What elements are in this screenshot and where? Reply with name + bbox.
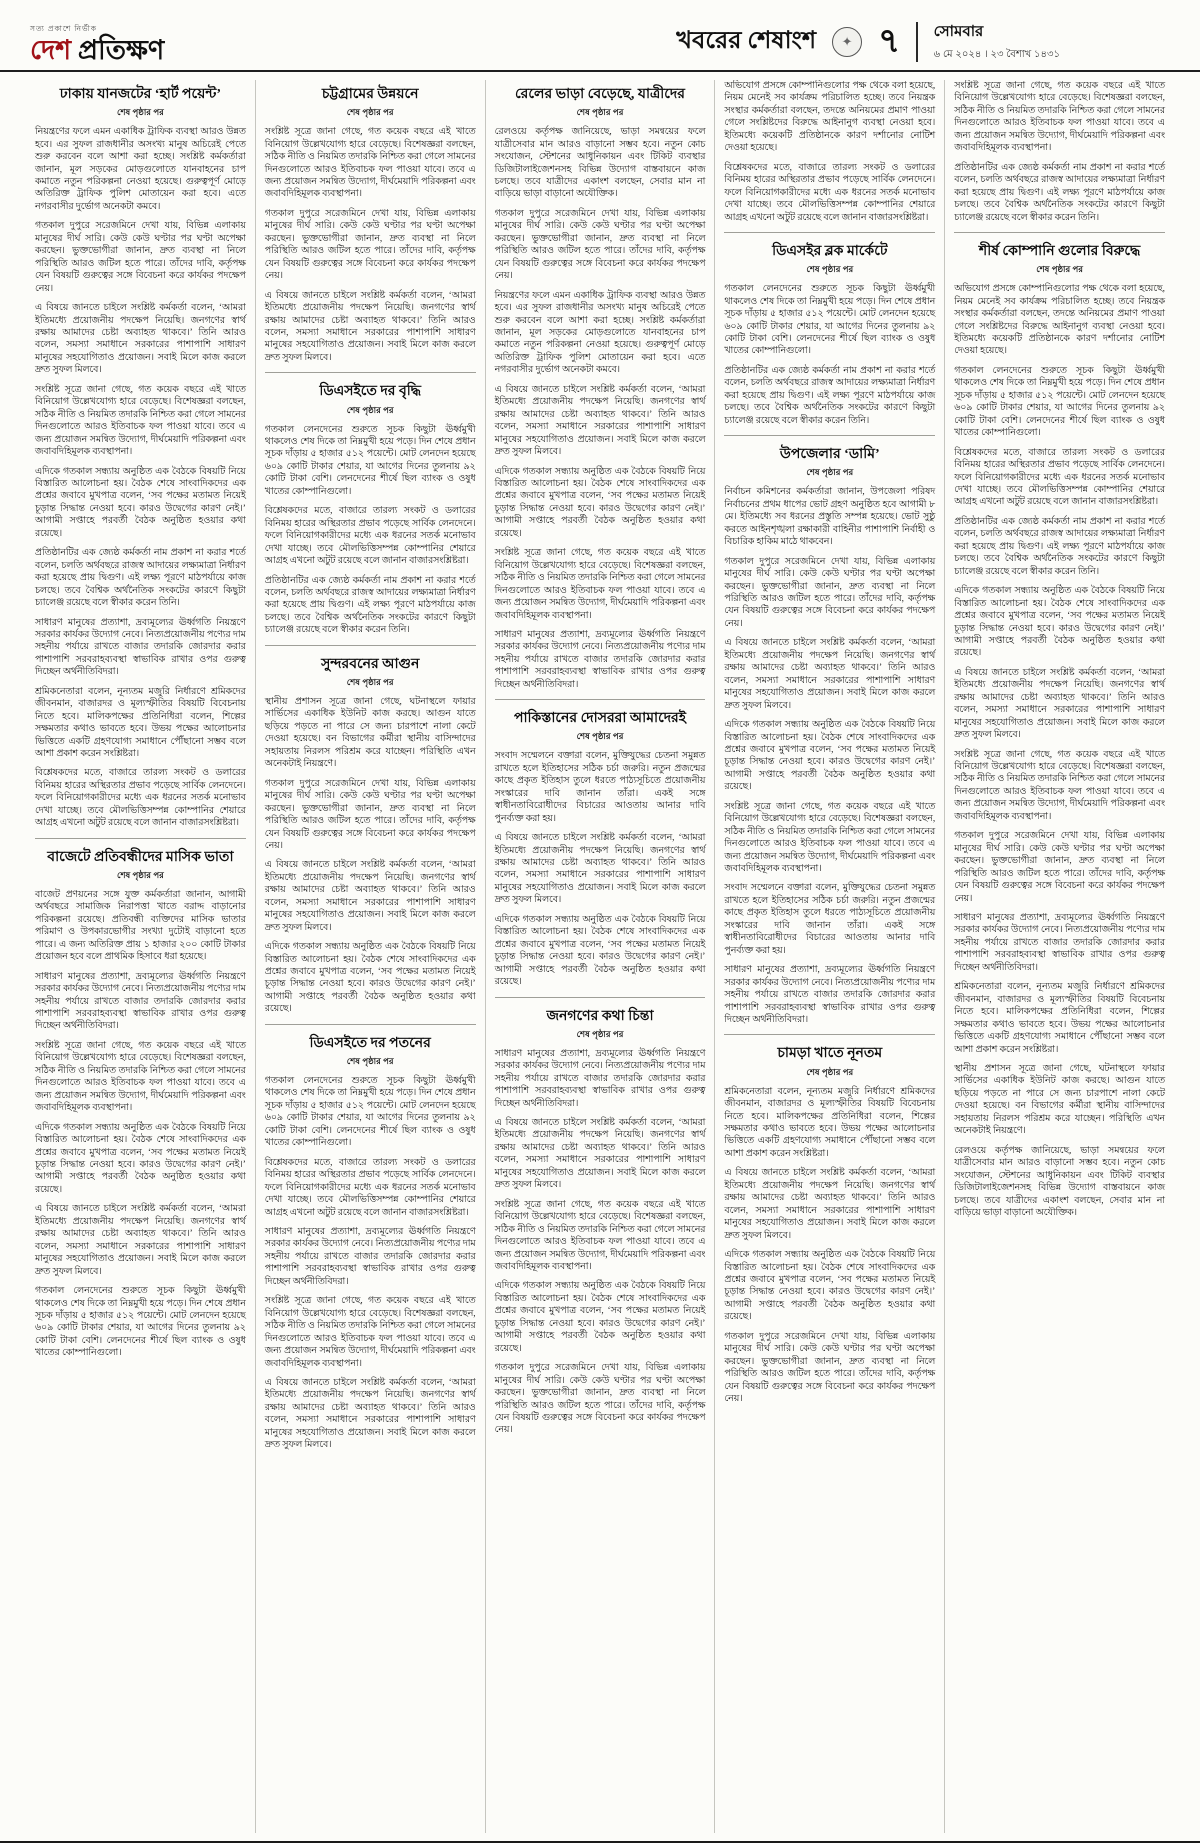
article-paragraph: এ বিষয়ে জানতে চাইলে সংশ্লিষ্ট কর্মকর্তা বলেন, ‘আমরা ইতিমধ্যে প্রয়োজনীয় পদক্ষেপ নিয়েছি। জনগণের স্বার্থ রক্ষায় আমাদের চেষ্টা অব্যাহত থাকবে।’ তিনি আরও বলেন, সমস্যা সমাধানে সরকারের পাশাপাশি সাধারণ মানুষের সহযোগিতাও প্রয়োজন। সবাই মিলে কাজ করলে দ্রুত সুফল মিলবে।	[264, 290, 476, 363]
article-paragraph: সাধারণ মানুষের প্রত্যাশা, দ্রব্যমূল্যের ঊর্ধ্বগতি নিয়ন্ত্রণে সরকার কার্যকর উদ্যোগ নেবে। নিত্যপ্রয়োজনীয় পণ্যের দাম সহনীয় পর্যায়ে রাখতে বাজার তদারকি জোরদার করার পাশাপাশি সরবরাহব্যবস্থা স্বাভাবিক রাখার ওপর গুরুত্ব দিচ্ছেন অর্থনীতিবিদরা।	[954, 913, 1165, 973]
article-headline: পাকিস্তানের দোসররা আমাদেরই	[513, 711, 687, 727]
article	[35, 86, 246, 830]
article-paragraph: এদিকে গতকাল সন্ধ্যায় অনুষ্ঠিত এক বৈঠকে বিষয়টি নিয়ে বিস্তারিত আলোচনা হয়। বৈঠক শেষে সাংবাদিকদের এক প্রশ্নের জবাবে মুখপাত্র বলেন, ‘সব পক্ষের মতামত নিয়েই চূড়ান্ত সিদ্ধান্ত নেওয়া হবে। কারও উদ্বেগের কারণ নেই।’ আগামী সপ্তাহে পরবর্তী বৈঠক অনুষ্ঠিত হওয়ার কথা রয়েছে।	[724, 1250, 936, 1323]
article	[954, 80, 1165, 224]
article	[265, 372, 476, 636]
header-right-group	[676, 20, 1170, 64]
continued-from-label: শেষ পৃষ্ঠার পর	[346, 404, 394, 415]
article-paragraph: এদিকে গতকাল সন্ধ্যায় অনুষ্ঠিত এক বৈঠকে বিষয়টি নিয়ে বিস্তারিত আলোচনা হয়। বৈঠক শেষে সাংবাদিকদের এক প্রশ্নের জবাবে মুখপাত্র বলেন, ‘সব পক্ষের মতামত নিয়েই চূড়ান্ত সিদ্ধান্ত নেওয়া হবে। কারও উদ্বেগের কারণ নেই।’ আগামী সপ্তাহে পরবর্তী বৈঠক অনুষ্ঠিত হওয়ার কথা রয়েছে।	[35, 1122, 246, 1195]
article	[495, 997, 706, 1437]
article-paragraph: প্রতিষ্ঠানটির এক জ্যেষ্ঠ কর্মকর্তা নাম প্রকাশ না করার শর্তে বলেন, চলতি অর্থবছরে রাজস্ব আদায়ের লক্ষ্যমাত্রা নির্ধারণ করা হয়েছে প্রায় দ্বিগুণ। এই লক্ষ্য পূরণে মাঠপর্যায়ে কাজ চলছে। তবে বৈশ্বিক অর্থনৈতিক সংকটের কারণে কিছুটা চ্যালেঞ্জ রয়েছে বলে স্বীকার করেন তিনি।	[724, 365, 936, 426]
article-paragraph: সংশ্লিষ্ট সূত্রে জানা গেছে, গত কয়েক বছরে এই খাতে বিনিয়োগ উল্লেখযোগ্য হারে বেড়েছে। বিশেষজ্ঞরা বলছেন, সঠিক নীতি ও নিয়মিত তদারকি নিশ্চিত করা গেলে সামনের দিনগুলোতে আরও ইতিবাচক ফল পাওয়া যাবে। তবে এ জন্য প্রয়োজন সমন্বিত উদ্যোগ, দীর্ঘমেয়াদি পরিকল্পনা এবং জবাবদিহিমূলক ব্যবস্থাপনা।	[264, 1296, 476, 1369]
continued-from-label: শেষ পৃষ্ঠার পর	[346, 1056, 394, 1067]
article-paragraph: প্রতিষ্ঠানটির এক জ্যেষ্ঠ কর্মকর্তা নাম প্রকাশ না করার শর্তে বলেন, চলতি অর্থবছরে রাজস্ব আদায়ের লক্ষ্যমাত্রা নির্ধারণ করা হয়েছে প্রায় দ্বিগুণ। এই লক্ষ্য পূরণে মাঠপর্যায়ে কাজ চলছে। তবে বৈশ্বিক অর্থনৈতিক সংকটের কারণে কিছুটা চ্যালেঞ্জ রয়েছে বলে স্বীকার করেন তিনি।	[954, 516, 1165, 577]
article-paragraph: সাধারণ মানুষের প্রত্যাশা, দ্রব্যমূল্যের ঊর্ধ্বগতি নিয়ন্ত্রণে সরকার কার্যকর উদ্যোগ নেবে। নিত্যপ্রয়োজনীয় পণ্যের দাম সহনীয় পর্যায়ে রাখতে বাজার তদারকি জোরদার করার পাশাপাশি সরবরাহব্যবস্থা স্বাভাবিক রাখার ওপর গুরুত্ব দিচ্ছেন অর্থনীতিবিদরা।	[264, 1227, 476, 1287]
article-paragraph: নিয়ন্ত্রণের ফলে এমন একাধিক ট্রাফিক ব্যবস্থা আরও উন্নত হবে। এর সুফল রাজধানীর অসংখ্য মানুষ অচিরেই পেতে শুরু করবেন বলে আশা করা হচ্ছে। সংশ্লিষ্ট কর্মকর্তারা জানান, মূল সড়কের মোড়গুলোতে যানবাহনের চাপ কমাতে নতুন পরিকল্পনা নেওয়া হয়েছে। গুরুত্বপূর্ণ মোড়ে অতিরিক্ত ট্রাফিক পুলিশ মোতায়েন করা হবে। এতে নগরবাসীর দুর্ভোগ অনেকটা কমবে।	[494, 290, 706, 376]
continued-from-label: শেষ পৃষ্ঠার পর	[1036, 264, 1083, 275]
article-paragraph: এদিকে গতকাল সন্ধ্যায় অনুষ্ঠিত এক বৈঠকে বিষয়টি নিয়ে বিস্তারিত আলোচনা হয়। বৈঠক শেষে সাংবাদিকদের এক প্রশ্নের জবাবে মুখপাত্র বলেন, ‘সব পক্ষের মতামত নিয়েই চূড়ান্ত সিদ্ধান্ত নেওয়া হবে। কারও উদ্বেগের কারণ নেই।’ আগামী সপ্তাহে পরবর্তী বৈঠক অনুষ্ঠিত হওয়ার কথা রয়েছে।	[264, 942, 476, 1015]
masthead	[30, 24, 164, 64]
article-paragraph: এ বিষয়ে জানতে চাইলে সংশ্লিষ্ট কর্মকর্তা বলেন, ‘আমরা ইতিমধ্যে প্রয়োজনীয় পদক্ষেপ নিয়েছি। জনগণের স্বার্থ রক্ষায় আমাদের চেষ্টা অব্যাহত থাকবে।’ তিনি আরও বলেন, সমস্যা সমাধানে সরকারের পাশাপাশি সাধারণ মানুষের সহযোগিতাও প্রয়োজন। সবাই মিলে কাজ করলে দ্রুত সুফল মিলবে।	[264, 860, 476, 933]
article	[35, 838, 246, 1360]
article-headline: জনগণের কথা চিন্তা	[546, 1008, 654, 1024]
article-headline: উপজেলার ‘ডামি’	[779, 447, 880, 463]
section-title: খবরের শেষাংশ	[676, 28, 817, 54]
article-paragraph: গতকাল দুপুরে সরেজমিনে দেখা যায়, বিভিন্ন এলাকায় মানুষের দীর্ঘ সারি। কেউ কেউ ঘণ্টার পর ঘণ্টা অপেক্ষা করছেন। ভুক্তভোগীরা জানান, দ্রুত ব্যবস্থা না নিলে পরিস্থিতি আরও জটিল হতে পারে। তাঁদের দাবি, কর্তৃপক্ষ যেন বিষয়টি গুরুত্বের সঙ্গে বিবেচনা করে কার্যকর পদক্ষেপ নেয়।	[724, 1331, 936, 1405]
article-paragraph: গতকাল লেনদেনের শুরুতে সূচক কিছুটা ঊর্ধ্বমুখী থাকলেও শেষ দিকে তা নিম্নমুখী হয়ে পড়ে। দিন শেষে প্রধান সূচক দাঁড়ায় ৫ হাজার ৫১২ পয়েন্টে। মোট লেনদেন হয়েছে ৬০৯ কোটি টাকার শেয়ার, যা আগের দিনের তুলনায় ৯২ কোটি টাকা বেশি। লেনদেনের শীর্ষে ছিল ব্যাংক ও ওষুধ খাতের কোম্পানিগুলো।	[264, 1076, 476, 1149]
article-paragraph: বিশ্লেষকদের মতে, বাজারে তারল্য সংকট ও ডলারের বিনিময় হারের অস্থিরতার প্রভাব পড়েছে সার্বিক লেনদেনে। ফলে বিনিয়োগকারীদের মধ্যে এক ধরনের সতর্ক মনোভাব দেখা যাচ্ছে। তবে মৌলভিত্তিসম্পন্ন কোম্পানির শেয়ারে আগ্রহ এখনো অটুট রয়েছে বলে জানান বাজারসংশ্লিষ্টরা।	[264, 506, 476, 567]
article-paragraph: রেলওয়ে কর্তৃপক্ষ জানিয়েছে, ভাড়া সমন্বয়ের ফলে যাত্রীসেবার মান আরও বাড়ানো সম্ভব হবে। নতুন কোচ সংযোজন, স্টেশনের আধুনিকায়ন এবং টিকিট ব্যবস্থার ডিজিটালাইজেশনসহ বিভিন্ন উদ্যোগ বাস্তবায়নে কাজ চলছে। তবে যাত্রীদের একাংশ বলছেন, সেবার মান না বাড়িয়ে ভাড়া বাড়ানো অযৌক্তিক।	[494, 127, 706, 200]
article-paragraph: গতকাল দুপুরে সরেজমিনে দেখা যায়, বিভিন্ন এলাকায় মানুষের দীর্ঘ সারি। কেউ কেউ ঘণ্টার পর ঘণ্টা অপেক্ষা করছেন। ভুক্তভোগীরা জানান, দ্রুত ব্যবস্থা না নিলে পরিস্থিতি আরও জটিল হতে পারে। তাঁদের দাবি, কর্তৃপক্ষ যেন বিষয়টি গুরুত্বের সঙ্গে বিবেচনা করে কার্যকর পদক্ষেপ নেয়।	[494, 208, 706, 282]
news-column-5	[945, 80, 1174, 1833]
article-headline: ডিএসইতে দর বৃদ্ধি	[319, 384, 422, 400]
masthead-title	[30, 37, 164, 64]
article-headline: রেলের ভাড়া বেড়েছে, যাত্রীদের	[515, 87, 685, 102]
masthead-word-primary: দেশ	[30, 35, 72, 65]
article	[724, 232, 935, 427]
header-divider	[916, 22, 918, 62]
article-paragraph: নির্বাচন কমিশনের কর্মকর্তারা জানান, উপজেলা পরিষদ নির্বাচনের প্রথম ধাপের ভোট গ্রহণ অনুষ্ঠিত হবে আগামী ৮ মে। ইতিমধ্যে সব ধরনের প্রস্তুতি সম্পন্ন হয়েছে। ভোট সুষ্ঠু করতে আইনশৃঙ্খলা রক্ষাকারী বাহিনীর পাশাপাশি নির্বাহী ও বিচারিক হাকিম মাঠে থাকবেন।	[724, 487, 936, 548]
article-paragraph: এ বিষয়ে জানতে চাইলে সংশ্লিষ্ট কর্মকর্তা বলেন, ‘আমরা ইতিমধ্যে প্রয়োজনীয় পদক্ষেপ নিয়েছি। জনগণের স্বার্থ রক্ষায় আমাদের চেষ্টা অব্যাহত থাকবে।’ তিনি আরও বলেন, সমস্যা সমাধানে সরকারের পাশাপাশি সাধারণ মানুষের সহযোগিতাও প্রয়োজন। সবাই মিলে কাজ করলে দ্রুত সুফল মিলবে।	[494, 833, 706, 906]
article	[265, 86, 476, 364]
article-paragraph: বিশ্লেষকদের মতে, বাজারে তারল্য সংকট ও ডলারের বিনিময় হারের অস্থিরতার প্রভাব পড়েছে সার্বিক লেনদেনে। ফলে বিনিয়োগকারীদের মধ্যে এক ধরনের সতর্ক মনোভাব দেখা যাচ্ছে। তবে মৌলভিত্তিসম্পন্ন কোম্পানির শেয়ারে আগ্রহ এখনো অটুট রয়েছে বলে জানান বাজারসংশ্লিষ্টরা।	[35, 768, 246, 829]
article-paragraph: এ বিষয়ে জানতে চাইলে সংশ্লিষ্ট কর্মকর্তা বলেন, ‘আমরা ইতিমধ্যে প্রয়োজনীয় পদক্ষেপ নিয়েছি। জনগণের স্বার্থ রক্ষায় আমাদের চেষ্টা অব্যাহত থাকবে।’ তিনি আরও বলেন, সমস্যা সমাধানে সরকারের পাশাপাশি সাধারণ মানুষের সহযোগিতাও প্রয়োজন। সবাই মিলে কাজ করলে দ্রুত সুফল মিলবে।	[954, 667, 1165, 741]
article-headline: বাজেটে প্রতিবন্ধীদের মাসিক ভাতা	[47, 849, 234, 865]
newspaper-crest-icon	[832, 27, 862, 57]
continued-from-label: শেষ পৃষ্ঠার পর	[576, 1028, 624, 1039]
article-paragraph: স্থানীয় প্রশাসন সূত্রে জানা গেছে, ঘটনাস্থলে ফায়ার সার্ভিসের একাধিক ইউনিট কাজ করছে। আগুন যাতে ছড়িয়ে পড়তে না পারে সে জন্য চারপাশে নালা কেটে দেওয়া হয়েছে। বন বিভাগের কর্মীরা স্থানীয় বাসিন্দাদের সহায়তায় নিরলস পরিশ্রম করে যাচ্ছেন। পরিস্থিতি এখন অনেকটাই নিয়ন্ত্রণে।	[264, 696, 476, 770]
article-paragraph: স্থানীয় প্রশাসন সূত্রে জানা গেছে, ঘটনাস্থলে ফায়ার সার্ভিসের একাধিক ইউনিট কাজ করছে। আগুন যাতে ছড়িয়ে পড়তে না পারে সে জন্য চারপাশে নালা কেটে দেওয়া হয়েছে। বন বিভাগের কর্মীরা স্থানীয় বাসিন্দাদের সহায়তায় নিরলস পরিশ্রম করে যাচ্ছেন। পরিস্থিতি এখন অনেকটাই নিয়ন্ত্রণে।	[954, 1064, 1165, 1137]
article-paragraph: এ বিষয়ে জানতে চাইলে সংশ্লিষ্ট কর্মকর্তা বলেন, ‘আমরা ইতিমধ্যে প্রয়োজনীয় পদক্ষেপ নিয়েছি। জনগণের স্বার্থ রক্ষায় আমাদের চেষ্টা অব্যাহত থাকবে।’ তিনি আরও বলেন, সমস্যা সমাধানে সরকারের পাশাপাশি সাধারণ মানুষের সহযোগিতাও প্রয়োজন। সবাই মিলে কাজ করলে দ্রুত সুফল মিলবে।	[35, 1204, 246, 1277]
article-headline: সুন্দরবনের আগুন	[321, 656, 420, 672]
article-paragraph: বিশ্লেষকদের মতে, বাজারে তারল্য সংকট ও ডলারের বিনিময় হারের অস্থিরতার প্রভাব পড়েছে সার্বিক লেনদেনে। ফলে বিনিয়োগকারীদের মধ্যে এক ধরনের সতর্ক মনোভাব দেখা যাচ্ছে। তবে মৌলভিত্তিসম্পন্ন কোম্পানির শেয়ারে আগ্রহ এখনো অটুট রয়েছে বলে জানান বাজারসংশ্লিষ্টরা।	[954, 447, 1165, 508]
article	[954, 232, 1165, 1219]
article-headline: চামড়া খাতে নূনতম	[777, 1046, 883, 1062]
date-label: ৬ মে ২০২৪ । ২৩ বৈশাখ ১৪৩১	[933, 49, 1060, 60]
article-paragraph: বাজেট প্রণয়নের সঙ্গে যুক্ত কর্মকর্তারা জানান, আগামী অর্থবছরে সামাজিক নিরাপত্তা খাতে বরাদ্দ বাড়ানোর পরিকল্পনা রয়েছে। প্রতিবন্ধী ব্যক্তিদের মাসিক ভাতার পরিমাণ ও উপকারভোগীর সংখ্যা দুটোই বাড়ানো হতে পারে। এ জন্য অতিরিক্ত প্রায় ১ হাজার ২০০ কোটি টাকার প্রয়োজন হবে বলে প্রাথমিক হিসাবে ধরা হয়েছে।	[35, 889, 246, 963]
article-headline: ডিএসইতে দর পতনের	[309, 1035, 431, 1051]
article-paragraph: এ বিষয়ে জানতে চাইলে সংশ্লিষ্ট কর্মকর্তা বলেন, ‘আমরা ইতিমধ্যে প্রয়োজনীয় পদক্ষেপ নিয়েছি। জনগণের স্বার্থ রক্ষায় আমাদের চেষ্টা অব্যাহত থাকবে।’ তিনি আরও বলেন, সমস্যা সমাধানে সরকারের পাশাপাশি সাধারণ মানুষের সহযোগিতাও প্রয়োজন। সবাই মিলে কাজ করলে দ্রুত সুফল মিলবে।	[724, 1168, 936, 1241]
masthead-tagline: সত্য প্রকাশে নির্ভীক	[30, 24, 97, 33]
date-block	[934, 20, 1170, 64]
article-paragraph: সাধারণ মানুষের প্রত্যাশা, দ্রব্যমূল্যের ঊর্ধ্বগতি নিয়ন্ত্রণে সরকার কার্যকর উদ্যোগ নেবে। নিত্যপ্রয়োজনীয় পণ্যের দাম সহনীয় পর্যায়ে রাখতে বাজার তদারকি জোরদার করার পাশাপাশি সরবরাহব্যবস্থা স্বাভাবিক রাখার ওপর গুরুত্ব দিচ্ছেন অর্থনীতিবিদরা।	[35, 617, 246, 678]
article-paragraph: সংশ্লিষ্ট সূত্রে জানা গেছে, গত কয়েক বছরে এই খাতে বিনিয়োগ উল্লেখযোগ্য হারে বেড়েছে। বিশেষজ্ঞরা বলছেন, সঠিক নীতি ও নিয়মিত তদারকি নিশ্চিত করা গেলে সামনের দিনগুলোতে আরও ইতিবাচক ফল পাওয়া যাবে। তবে এ জন্য প্রয়োজন সমন্বিত উদ্যোগ, দীর্ঘমেয়াদি পরিকল্পনা এবং জবাবদিহিমূলক ব্যবস্থাপনা।	[954, 81, 1165, 154]
article-headline: শীর্ষ কোম্পানি গুলোর বিরুদ্ধে	[978, 243, 1141, 259]
article-paragraph: সংশ্লিষ্ট সূত্রে জানা গেছে, গত কয়েক বছরে এই খাতে বিনিয়োগ উল্লেখযোগ্য হারে বেড়েছে। বিশেষজ্ঞরা বলছেন, সঠিক নীতি ও নিয়মিত তদারকি নিশ্চিত করা গেলে সামনের দিনগুলোতে আরও ইতিবাচক ফল পাওয়া যাবে। তবে এ জন্য প্রয়োজন সমন্বিত উদ্যোগ, দীর্ঘমেয়াদি পরিকল্পনা এবং জবাবদিহিমূলক ব্যবস্থাপনা।	[35, 384, 246, 458]
article-paragraph: সাধারণ মানুষের প্রত্যাশা, দ্রব্যমূল্যের ঊর্ধ্বগতি নিয়ন্ত্রণে সরকার কার্যকর উদ্যোগ নেবে। নিত্যপ্রয়োজনীয় পণ্যের দাম সহনীয় পর্যায়ে রাখতে বাজার তদারকি জোরদার করার পাশাপাশি সরবরাহব্যবস্থা স্বাভাবিক রাখার ওপর গুরুত্ব দিচ্ছেন অর্থনীতিবিদরা।	[35, 971, 246, 1032]
article-paragraph: শ্রমিকনেতারা বলেন, নূন্যতম মজুরি নির্ধারণে শ্রমিকদের জীবনমান, বাজারদর ও মূল্যস্ফীতির বিষয়টি বিবেচনায় নিতে হবে। মালিকপক্ষের প্রতিনিধিরা বলেন, শিল্পের সক্ষমতার কথাও ভাবতে হবে। উভয় পক্ষের আলোচনার ভিত্তিতে একটি গ্রহণযোগ্য সমাধানে পৌঁছানো সম্ভব বলে আশা প্রকাশ করেন সংশ্লিষ্টরা।	[724, 1086, 936, 1159]
article-paragraph: সংশ্লিষ্ট সূত্রে জানা গেছে, গত কয়েক বছরে এই খাতে বিনিয়োগ উল্লেখযোগ্য হারে বেড়েছে। বিশেষজ্ঞরা বলছেন, সঠিক নীতি ও নিয়মিত তদারকি নিশ্চিত করা গেলে সামনের দিনগুলোতে আরও ইতিবাচক ফল পাওয়া যাবে। তবে এ জন্য প্রয়োজন সমন্বিত উদ্যোগ, দীর্ঘমেয়াদি পরিকল্পনা এবং জবাবদিহিমূলক ব্যবস্থাপনা।	[724, 801, 936, 875]
article-paragraph: শ্রমিকনেতারা বলেন, নূন্যতম মজুরি নির্ধারণে শ্রমিকদের জীবনমান, বাজারদর ও মূল্যস্ফীতির বিষয়টি বিবেচনায় নিতে হবে। মালিকপক্ষের প্রতিনিধিরা বলেন, শিল্পের সক্ষমতার কথাও ভাবতে হবে। উভয় পক্ষের আলোচনার ভিত্তিতে একটি গ্রহণযোগ্য সমাধানে পৌঁছানো সম্ভব বলে আশা প্রকাশ করেন সংশ্লিষ্টরা।	[35, 686, 246, 760]
continued-from-label: শেষ পৃষ্ঠার পর	[117, 869, 164, 880]
page-number: ৭	[878, 23, 901, 60]
page-header	[0, 0, 1200, 72]
article-paragraph: গতকাল লেনদেনের শুরুতে সূচক কিছুটা ঊর্ধ্বমুখী থাকলেও শেষ দিকে তা নিম্নমুখী হয়ে পড়ে। দিন শেষে প্রধান সূচক দাঁড়ায় ৫ হাজার ৫১২ পয়েন্টে। মোট লেনদেন হয়েছে ৬০৯ কোটি টাকার শেয়ার, যা আগের দিনের তুলনায় ৯২ কোটি টাকা বেশি। লেনদেনের শীর্ষে ছিল ব্যাংক ও ওষুধ খাতের কোম্পানিগুলো।	[724, 284, 936, 357]
article-paragraph: এদিকে গতকাল সন্ধ্যায় অনুষ্ঠিত এক বৈঠকে বিষয়টি নিয়ে বিস্তারিত আলোচনা হয়। বৈঠক শেষে সাংবাদিকদের এক প্রশ্নের জবাবে মুখপাত্র বলেন, ‘সব পক্ষের মতামত নিয়েই চূড়ান্ত সিদ্ধান্ত নেওয়া হবে। কারও উদ্বেগের কারণ নেই।’ আগামী সপ্তাহে পরবর্তী বৈঠক অনুষ্ঠিত হওয়ার কথা রয়েছে।	[494, 914, 706, 988]
article-paragraph: এ বিষয়ে জানতে চাইলে সংশ্লিষ্ট কর্মকর্তা বলেন, ‘আমরা ইতিমধ্যে প্রয়োজনীয় পদক্ষেপ নিয়েছি। জনগণের স্বার্থ রক্ষায় আমাদের চেষ্টা অব্যাহত থাকবে।’ তিনি আরও বলেন, সমস্যা সমাধানে সরকারের পাশাপাশি সাধারণ মানুষের সহযোগিতাও প্রয়োজন। সবাই মিলে কাজ করলে দ্রুত সুফল মিলবে।	[494, 384, 706, 458]
article-paragraph: এদিকে গতকাল সন্ধ্যায় অনুষ্ঠিত এক বৈঠকে বিষয়টি নিয়ে বিস্তারিত আলোচনা হয়। বৈঠক শেষে সাংবাদিকদের এক প্রশ্নের জবাবে মুখপাত্র বলেন, ‘সব পক্ষের মতামত নিয়েই চূড়ান্ত সিদ্ধান্ত নেওয়া হবে। কারও উদ্বেগের কারণ নেই।’ আগামী সপ্তাহে পরবর্তী বৈঠক অনুষ্ঠিত হওয়ার কথা রয়েছে।	[494, 1281, 706, 1354]
article-paragraph: এ বিষয়ে জানতে চাইলে সংশ্লিষ্ট কর্মকর্তা বলেন, ‘আমরা ইতিমধ্যে প্রয়োজনীয় পদক্ষেপ নিয়েছি। জনগণের স্বার্থ রক্ষায় আমাদের চেষ্টা অব্যাহত থাকবে।’ তিনি আরও বলেন, সমস্যা সমাধানে সরকারের পাশাপাশি সাধারণ মানুষের সহযোগিতাও প্রয়োজন। সবাই মিলে কাজ করলে দ্রুত সুফল মিলবে।	[35, 303, 246, 376]
article-paragraph: সংশ্লিষ্ট সূত্রে জানা গেছে, গত কয়েক বছরে এই খাতে বিনিয়োগ উল্লেখযোগ্য হারে বেড়েছে। বিশেষজ্ঞরা বলছেন, সঠিক নীতি ও নিয়মিত তদারকি নিশ্চিত করা গেলে সামনের দিনগুলোতে আরও ইতিবাচক ফল পাওয়া যাবে। তবে এ জন্য প্রয়োজন সমন্বিত উদ্যোগ, দীর্ঘমেয়াদি পরিকল্পনা এবং জবাবদিহিমূলক ব্যবস্থাপনা।	[494, 1199, 706, 1272]
article-paragraph: সংশ্লিষ্ট সূত্রে জানা গেছে, গত কয়েক বছরে এই খাতে বিনিয়োগ উল্লেখযোগ্য হারে বেড়েছে। বিশেষজ্ঞরা বলছেন, সঠিক নীতি ও নিয়মিত তদারকি নিশ্চিত করা গেলে সামনের দিনগুলোতে আরও ইতিবাচক ফল পাওয়া যাবে। তবে এ জন্য প্রয়োজন সমন্বিত উদ্যোগ, দীর্ঘমেয়াদি পরিকল্পনা এবং জবাবদিহিমূলক ব্যবস্থাপনা।	[494, 548, 706, 621]
article	[724, 80, 935, 224]
article-paragraph: গতকাল লেনদেনের শুরুতে সূচক কিছুটা ঊর্ধ্বমুখী থাকলেও শেষ দিকে তা নিম্নমুখী হয়ে পড়ে। দিন শেষে প্রধান সূচক দাঁড়ায় ৫ হাজার ৫১২ পয়েন্টে। মোট লেনদেন হয়েছে ৬০৯ কোটি টাকার শেয়ার, যা আগের দিনের তুলনায় ৯২ কোটি টাকা বেশি। লেনদেনের শীর্ষে ছিল ব্যাংক ও ওষুধ খাতের কোম্পানিগুলো।	[35, 1286, 246, 1359]
news-column-2	[256, 80, 486, 1833]
article	[495, 86, 706, 691]
continued-from-label: শেষ পৃষ্ঠার পর	[576, 107, 624, 118]
continued-from-label: শেষ পৃষ্ঠার পর	[806, 264, 854, 275]
article-paragraph: গতকাল দুপুরে সরেজমিনে দেখা যায়, বিভিন্ন এলাকায় মানুষের দীর্ঘ সারি। কেউ কেউ ঘণ্টার পর ঘণ্টা অপেক্ষা করছেন। ভুক্তভোগীরা জানান, দ্রুত ব্যবস্থা না নিলে পরিস্থিতি আরও জটিল হতে পারে। তাঁদের দাবি, কর্তৃপক্ষ যেন বিষয়টি গুরুত্বের সঙ্গে বিবেচনা করে কার্যকর পদক্ষেপ নেয়।	[724, 556, 936, 629]
news-column-3	[486, 80, 716, 1833]
article-paragraph: সংবাদ সম্মেলনে বক্তারা বলেন, মুক্তিযুদ্ধের চেতনা সমুন্নত রাখতে হলে ইতিহাসের সঠিক চর্চা জরুরি। নতুন প্রজন্মের কাছে প্রকৃত ইতিহাস তুলে ধরতে পাঠ্যসূচিতে প্রয়োজনীয় সংস্কারের দাবি জানান তাঁরা। একই সঙ্গে স্বাধীনতাবিরোধীদের বিচারের আওতায় আনার দাবি পুনর্ব্যক্ত করা হয়।	[724, 883, 936, 956]
article-paragraph: রেলওয়ে কর্তৃপক্ষ জানিয়েছে, ভাড়া সমন্বয়ের ফলে যাত্রীসেবার মান আরও বাড়ানো সম্ভব হবে। নতুন কোচ সংযোজন, স্টেশনের আধুনিকায়ন এবং টিকিট ব্যবস্থার ডিজিটালাইজেশনসহ বিভিন্ন উদ্যোগ বাস্তবায়নে কাজ চলছে। তবে যাত্রীদের একাংশ বলছেন, সেবার মান না বাড়িয়ে ভাড়া বাড়ানো অযৌক্তিক।	[954, 1145, 1165, 1218]
article	[724, 1034, 935, 1405]
article-paragraph: গতকাল দুপুরে সরেজমিনে দেখা যায়, বিভিন্ন এলাকায় মানুষের দীর্ঘ সারি। কেউ কেউ ঘণ্টার পর ঘণ্টা অপেক্ষা করছেন। ভুক্তভোগীরা জানান, দ্রুত ব্যবস্থা না নিলে পরিস্থিতি আরও জটিল হতে পারে। তাঁদের দাবি, কর্তৃপক্ষ যেন বিষয়টি গুরুত্বের সঙ্গে বিবেচনা করে কার্যকর পদক্ষেপ নেয়।	[954, 831, 1165, 904]
article-paragraph: গতকাল লেনদেনের শুরুতে সূচক কিছুটা ঊর্ধ্বমুখী থাকলেও শেষ দিকে তা নিম্নমুখী হয়ে পড়ে। দিন শেষে প্রধান সূচক দাঁড়ায় ৫ হাজার ৫১২ পয়েন্টে। মোট লেনদেন হয়েছে ৬০৯ কোটি টাকার শেয়ার, যা আগের দিনের তুলনায় ৯২ কোটি টাকা বেশি। লেনদেনের শীর্ষে ছিল ব্যাংক ও ওষুধ খাতের কোম্পানিগুলো।	[264, 424, 476, 497]
article-paragraph: এ বিষয়ে জানতে চাইলে সংশ্লিষ্ট কর্মকর্তা বলেন, ‘আমরা ইতিমধ্যে প্রয়োজনীয় পদক্ষেপ নিয়েছি। জনগণের স্বার্থ রক্ষায় আমাদের চেষ্টা অব্যাহত থাকবে।’ তিনি আরও বলেন, সমস্যা সমাধানে সরকারের পাশাপাশি সাধারণ মানুষের সহযোগিতাও প্রয়োজন। সবাই মিলে কাজ করলে দ্রুত সুফল মিলবে।	[724, 638, 936, 711]
article-paragraph: গতকাল দুপুরে সরেজমিনে দেখা যায়, বিভিন্ন এলাকায় মানুষের দীর্ঘ সারি। কেউ কেউ ঘণ্টার পর ঘণ্টা অপেক্ষা করছেন। ভুক্তভোগীরা জানান, দ্রুত ব্যবস্থা না নিলে পরিস্থিতি আরও জটিল হতে পারে। তাঁদের দাবি, কর্তৃপক্ষ যেন বিষয়টি গুরুত্বের সঙ্গে বিবেচনা করে কার্যকর পদক্ষেপ নেয়।	[35, 221, 246, 294]
article	[265, 1024, 476, 1452]
article	[495, 699, 706, 988]
article-paragraph: গতকাল দুপুরে সরেজমিনে দেখা যায়, বিভিন্ন এলাকায় মানুষের দীর্ঘ সারি। কেউ কেউ ঘণ্টার পর ঘণ্টা অপেক্ষা করছেন। ভুক্তভোগীরা জানান, দ্রুত ব্যবস্থা না নিলে পরিস্থিতি আরও জটিল হতে পারে। তাঁদের দাবি, কর্তৃপক্ষ যেন বিষয়টি গুরুত্বের সঙ্গে বিবেচনা করে কার্যকর পদক্ষেপ নেয়।	[264, 208, 476, 282]
article-paragraph: প্রতিষ্ঠানটির এক জ্যেষ্ঠ কর্মকর্তা নাম প্রকাশ না করার শর্তে বলেন, চলতি অর্থবছরে রাজস্ব আদায়ের লক্ষ্যমাত্রা নির্ধারণ করা হয়েছে প্রায় দ্বিগুণ। এই লক্ষ্য পূরণে মাঠপর্যায়ে কাজ চলছে। তবে বৈশ্বিক অর্থনৈতিক সংকটের কারণে কিছুটা চ্যালেঞ্জ রয়েছে বলে স্বীকার করেন তিনি।	[954, 162, 1165, 223]
day-label: সোমবার	[933, 24, 984, 40]
continued-from-label: শেষ পৃষ্ঠার পর	[346, 107, 394, 118]
article-headline: ঢাকায় যানজটের ‘হার্ট পয়েন্ট’	[59, 87, 222, 102]
news-column-4	[715, 80, 945, 1833]
article-paragraph: সংবাদ সম্মেলনে বক্তারা বলেন, মুক্তিযুদ্ধের চেতনা সমুন্নত রাখতে হলে ইতিহাসের সঠিক চর্চা জরুরি। নতুন প্রজন্মের কাছে প্রকৃত ইতিহাস তুলে ধরতে পাঠ্যসূচিতে প্রয়োজনীয় সংস্কারের দাবি জানান তাঁরা। একই সঙ্গে স্বাধীনতাবিরোধীদের বিচারের আওতায় আনার দাবি পুনর্ব্যক্ত করা হয়।	[494, 751, 706, 824]
article-paragraph: গতকাল দুপুরে সরেজমিনে দেখা যায়, বিভিন্ন এলাকায় মানুষের দীর্ঘ সারি। কেউ কেউ ঘণ্টার পর ঘণ্টা অপেক্ষা করছেন। ভুক্তভোগীরা জানান, দ্রুত ব্যবস্থা না নিলে পরিস্থিতি আরও জটিল হতে পারে। তাঁদের দাবি, কর্তৃপক্ষ যেন বিষয়টি গুরুত্বের সঙ্গে বিবেচনা করে কার্যকর পদক্ষেপ নেয়।	[264, 778, 476, 851]
article-paragraph: গতকাল লেনদেনের শুরুতে সূচক কিছুটা ঊর্ধ্বমুখী থাকলেও শেষ দিকে তা নিম্নমুখী হয়ে পড়ে। দিন শেষে প্রধান সূচক দাঁড়ায় ৫ হাজার ৫১২ পয়েন্টে। মোট লেনদেন হয়েছে ৬০৯ কোটি টাকার শেয়ার, যা আগের দিনের তুলনায় ৯২ কোটি টাকা বেশি। লেনদেনের শীর্ষে ছিল ব্যাংক ও ওষুধ খাতের কোম্পানিগুলো।	[954, 365, 1165, 439]
article-paragraph: এদিকে গতকাল সন্ধ্যায় অনুষ্ঠিত এক বৈঠকে বিষয়টি নিয়ে বিস্তারিত আলোচনা হয়। বৈঠক শেষে সাংবাদিকদের এক প্রশ্নের জবাবে মুখপাত্র বলেন, ‘সব পক্ষের মতামত নিয়েই চূড়ান্ত সিদ্ধান্ত নেওয়া হবে। কারও উদ্বেগের কারণ নেই।’ আগামী সপ্তাহে পরবর্তী বৈঠক অনুষ্ঠিত হওয়ার কথা রয়েছে।	[35, 466, 246, 539]
crest-glyph: ✦	[841, 34, 853, 49]
article-paragraph: সাধারণ মানুষের প্রত্যাশা, দ্রব্যমূল্যের ঊর্ধ্বগতি নিয়ন্ত্রণে সরকার কার্যকর উদ্যোগ নেবে। নিত্যপ্রয়োজনীয় পণ্যের দাম সহনীয় পর্যায়ে রাখতে বাজার তদারকি জোরদার করার পাশাপাশি সরবরাহব্যবস্থা স্বাভাবিক রাখার ওপর গুরুত্ব দিচ্ছেন অর্থনীতিবিদরা।	[494, 629, 706, 690]
article	[724, 435, 935, 1026]
article-paragraph: গতকাল দুপুরে সরেজমিনে দেখা যায়, বিভিন্ন এলাকায় মানুষের দীর্ঘ সারি। কেউ কেউ ঘণ্টার পর ঘণ্টা অপেক্ষা করছেন। ভুক্তভোগীরা জানান, দ্রুত ব্যবস্থা না নিলে পরিস্থিতি আরও জটিল হতে পারে। তাঁদের দাবি, কর্তৃপক্ষ যেন বিষয়টি গুরুত্বের সঙ্গে বিবেচনা করে কার্যকর পদক্ষেপ নেয়।	[494, 1363, 706, 1436]
article-paragraph: এদিকে গতকাল সন্ধ্যায় অনুষ্ঠিত এক বৈঠকে বিষয়টি নিয়ে বিস্তারিত আলোচনা হয়। বৈঠক শেষে সাংবাদিকদের এক প্রশ্নের জবাবে মুখপাত্র বলেন, ‘সব পক্ষের মতামত নিয়েই চূড়ান্ত সিদ্ধান্ত নেওয়া হবে। কারও উদ্বেগের কারণ নেই।’ আগামী সপ্তাহে পরবর্তী বৈঠক অনুষ্ঠিত হওয়ার কথা রয়েছে।	[724, 720, 936, 793]
continued-from-label: শেষ পৃষ্ঠার পর	[806, 1066, 854, 1077]
article-paragraph: নিয়ন্ত্রণের ফলে এমন একাধিক ট্রাফিক ব্যবস্থা আরও উন্নত হবে। এর সুফল রাজধানীর অসংখ্য মানুষ অচিরেই পেতে শুরু করবেন বলে আশা করা হচ্ছে। সংশ্লিষ্ট কর্মকর্তারা জানান, মূল সড়কের মোড়গুলোতে যানবাহনের চাপ কমাতে নতুন পরিকল্পনা নেওয়া হয়েছে। গুরুত্বপূর্ণ মোড়ে অতিরিক্ত ট্রাফিক পুলিশ মোতায়েন করা হবে। এতে নগরবাসীর দুর্ভোগ অনেকটা কমবে।	[35, 127, 246, 212]
article-paragraph: সংশ্লিষ্ট সূত্রে জানা গেছে, গত কয়েক বছরে এই খাতে বিনিয়োগ উল্লেখযোগ্য হারে বেড়েছে। বিশেষজ্ঞরা বলছেন, সঠিক নীতি ও নিয়মিত তদারকি নিশ্চিত করা গেলে সামনের দিনগুলোতে আরও ইতিবাচক ফল পাওয়া যাবে। তবে এ জন্য প্রয়োজন সমন্বিত উদ্যোগ, দীর্ঘমেয়াদি পরিকল্পনা এবং জবাবদিহিমূলক ব্যবস্থাপনা।	[954, 749, 1165, 822]
article-paragraph: এদিকে গতকাল সন্ধ্যায় অনুষ্ঠিত এক বৈঠকে বিষয়টি নিয়ে বিস্তারিত আলোচনা হয়। বৈঠক শেষে সাংবাদিকদের এক প্রশ্নের জবাবে মুখপাত্র বলেন, ‘সব পক্ষের মতামত নিয়েই চূড়ান্ত সিদ্ধান্ত নেওয়া হবে। কারও উদ্বেগের কারণ নেই।’ আগামী সপ্তাহে পরবর্তী বৈঠক অনুষ্ঠিত হওয়ার কথা রয়েছে।	[494, 466, 706, 539]
article-paragraph: বিশ্লেষকদের মতে, বাজারে তারল্য সংকট ও ডলারের বিনিময় হারের অস্থিরতার প্রভাব পড়েছে সার্বিক লেনদেনে। ফলে বিনিয়োগকারীদের মধ্যে এক ধরনের সতর্ক মনোভাব দেখা যাচ্ছে। তবে মৌলভিত্তিসম্পন্ন কোম্পানির শেয়ারে আগ্রহ এখনো অটুট রয়েছে বলে জানান বাজারসংশ্লিষ্টরা।	[264, 1157, 476, 1218]
columns-area	[0, 72, 1200, 1843]
continued-from-label: শেষ পৃষ্ঠার পর	[576, 731, 624, 742]
continued-from-label: শেষ পৃষ্ঠার পর	[806, 467, 854, 478]
masthead-word-secondary: প্রতিক্ষণ	[71, 35, 165, 65]
article	[265, 645, 476, 1016]
article-paragraph: অভিযোগ প্রসঙ্গে কোম্পানিগুলোর পক্ষ থেকে বলা হয়েছে, নিয়ম মেনেই সব কার্যক্রম পরিচালিত হচ্ছে। তবে নিয়ন্ত্রক সংস্থার কর্মকর্তারা বলছেন, তদন্তে অনিয়মের প্রমাণ পাওয়া গেলে সংশ্লিষ্টদের বিরুদ্ধে আইনানুগ ব্যবস্থা নেওয়া হবে। ইতিমধ্যে কয়েকটি প্রতিষ্ঠানকে কারণ দর্শানোর নোটিশ দেওয়া হয়েছে।	[954, 284, 1165, 357]
news-column-1	[26, 80, 256, 1833]
article-paragraph: প্রতিষ্ঠানটির এক জ্যেষ্ঠ কর্মকর্তা নাম প্রকাশ না করার শর্তে বলেন, চলতি অর্থবছরে রাজস্ব আদায়ের লক্ষ্যমাত্রা নির্ধারণ করা হয়েছে প্রায় দ্বিগুণ। এই লক্ষ্য পূরণে মাঠপর্যায়ে কাজ চলছে। তবে বৈশ্বিক অর্থনৈতিক সংকটের কারণে কিছুটা চ্যালেঞ্জ রয়েছে বলে স্বীকার করেন তিনি।	[35, 548, 246, 609]
continued-from-label: শেষ পৃষ্ঠার পর	[117, 107, 164, 118]
article-paragraph: এ বিষয়ে জানতে চাইলে সংশ্লিষ্ট কর্মকর্তা বলেন, ‘আমরা ইতিমধ্যে প্রয়োজনীয় পদক্ষেপ নিয়েছি। জনগণের স্বার্থ রক্ষায় আমাদের চেষ্টা অব্যাহত থাকবে।’ তিনি আরও বলেন, সমস্যা সমাধানে সরকারের পাশাপাশি সাধারণ মানুষের সহযোগিতাও প্রয়োজন। সবাই মিলে কাজ করলে দ্রুত সুফল মিলবে।	[494, 1118, 706, 1191]
article-paragraph: সংশ্লিষ্ট সূত্রে জানা গেছে, গত কয়েক বছরে এই খাতে বিনিয়োগ উল্লেখযোগ্য হারে বেড়েছে। বিশেষজ্ঞরা বলছেন, সঠিক নীতি ও নিয়মিত তদারকি নিশ্চিত করা গেলে সামনের দিনগুলোতে আরও ইতিবাচক ফল পাওয়া যাবে। তবে এ জন্য প্রয়োজন সমন্বিত উদ্যোগ, দীর্ঘমেয়াদি পরিকল্পনা এবং জবাবদিহিমূলক ব্যবস্থাপনা।	[35, 1040, 246, 1114]
continued-from-label: শেষ পৃষ্ঠার পর	[346, 676, 394, 687]
article-paragraph: সাধারণ মানুষের প্রত্যাশা, দ্রব্যমূল্যের ঊর্ধ্বগতি নিয়ন্ত্রণে সরকার কার্যকর উদ্যোগ নেবে। নিত্যপ্রয়োজনীয় পণ্যের দাম সহনীয় পর্যায়ে রাখতে বাজার তদারকি জোরদার করার পাশাপাশি সরবরাহব্যবস্থা স্বাভাবিক রাখার ওপর গুরুত্ব দিচ্ছেন অর্থনীতিবিদরা।	[494, 1048, 706, 1109]
article-paragraph: এ বিষয়ে জানতে চাইলে সংশ্লিষ্ট কর্মকর্তা বলেন, ‘আমরা ইতিমধ্যে প্রয়োজনীয় পদক্ষেপ নিয়েছি। জনগণের স্বার্থ রক্ষায় আমাদের চেষ্টা অব্যাহত থাকবে।’ তিনি আরও বলেন, সমস্যা সমাধানে সরকারের পাশাপাশি সাধারণ মানুষের সহযোগিতাও প্রয়োজন। সবাই মিলে কাজ করলে দ্রুত সুফল মিলবে।	[264, 1378, 476, 1451]
article-headline: ডিএসইর ব্লক মার্কেটে	[772, 243, 888, 259]
article-paragraph: সাধারণ মানুষের প্রত্যাশা, দ্রব্যমূল্যের ঊর্ধ্বগতি নিয়ন্ত্রণে সরকার কার্যকর উদ্যোগ নেবে। নিত্যপ্রয়োজনীয় পণ্যের দাম সহনীয় পর্যায়ে রাখতে বাজার তদারকি জোরদার করার পাশাপাশি সরবরাহব্যবস্থা স্বাভাবিক রাখার ওপর গুরুত্ব দিচ্ছেন অর্থনীতিবিদরা।	[724, 965, 936, 1026]
article-paragraph: সংশ্লিষ্ট সূত্রে জানা গেছে, গত কয়েক বছরে এই খাতে বিনিয়োগ উল্লেখযোগ্য হারে বেড়েছে। বিশেষজ্ঞরা বলছেন, সঠিক নীতি ও নিয়মিত তদারকি নিশ্চিত করা গেলে সামনের দিনগুলোতে আরও ইতিবাচক ফল পাওয়া যাবে। তবে এ জন্য প্রয়োজন সমন্বিত উদ্যোগ, দীর্ঘমেয়াদি পরিকল্পনা এবং জবাবদিহিমূলক ব্যবস্থাপনা।	[264, 127, 476, 200]
article-headline: চট্টগ্রামের উন্নয়নে	[321, 87, 419, 102]
article-paragraph: বিশ্লেষকদের মতে, বাজারে তারল্য সংকট ও ডলারের বিনিময় হারের অস্থিরতার প্রভাব পড়েছে সার্বিক লেনদেনে। ফলে বিনিয়োগকারীদের মধ্যে এক ধরনের সতর্ক মনোভাব দেখা যাচ্ছে। তবে মৌলভিত্তিসম্পন্ন কোম্পানির শেয়ারে আগ্রহ এখনো অটুট রয়েছে বলে জানান বাজারসংশ্লিষ্টরা।	[724, 162, 936, 223]
article-paragraph: এদিকে গতকাল সন্ধ্যায় অনুষ্ঠিত এক বৈঠকে বিষয়টি নিয়ে বিস্তারিত আলোচনা হয়। বৈঠক শেষে সাংবাদিকদের এক প্রশ্নের জবাবে মুখপাত্র বলেন, ‘সব পক্ষের মতামত নিয়েই চূড়ান্ত সিদ্ধান্ত নেওয়া হবে। কারও উদ্বেগের কারণ নেই।’ আগামী সপ্তাহে পরবর্তী বৈঠক অনুষ্ঠিত হওয়ার কথা রয়েছে।	[954, 586, 1165, 659]
article-paragraph: অভিযোগ প্রসঙ্গে কোম্পানিগুলোর পক্ষ থেকে বলা হয়েছে, নিয়ম মেনেই সব কার্যক্রম পরিচালিত হচ্ছে। তবে নিয়ন্ত্রক সংস্থার কর্মকর্তারা বলছেন, তদন্তে অনিয়মের প্রমাণ পাওয়া গেলে সংশ্লিষ্টদের বিরুদ্ধে আইনানুগ ব্যবস্থা নেওয়া হবে। ইতিমধ্যে কয়েকটি প্রতিষ্ঠানকে কারণ দর্শানোর নোটিশ দেওয়া হয়েছে।	[724, 81, 936, 154]
article-paragraph: প্রতিষ্ঠানটির এক জ্যেষ্ঠ কর্মকর্তা নাম প্রকাশ না করার শর্তে বলেন, চলতি অর্থবছরে রাজস্ব আদায়ের লক্ষ্যমাত্রা নির্ধারণ করা হয়েছে প্রায় দ্বিগুণ। এই লক্ষ্য পূরণে মাঠপর্যায়ে কাজ চলছে। তবে বৈশ্বিক অর্থনৈতিক সংকটের কারণে কিছুটা চ্যালেঞ্জ রয়েছে বলে স্বীকার করেন তিনি।	[264, 575, 476, 636]
article-paragraph: শ্রমিকনেতারা বলেন, নূন্যতম মজুরি নির্ধারণে শ্রমিকদের জীবনমান, বাজারদর ও মূল্যস্ফীতির বিষয়টি বিবেচনায় নিতে হবে। মালিকপক্ষের প্রতিনিধিরা বলেন, শিল্পের সক্ষমতার কথাও ভাবতে হবে। উভয় পক্ষের আলোচনার ভিত্তিতে একটি গ্রহণযোগ্য সমাধানে পৌঁছানো সম্ভব বলে আশা প্রকাশ করেন সংশ্লিষ্টরা।	[954, 982, 1165, 1055]
